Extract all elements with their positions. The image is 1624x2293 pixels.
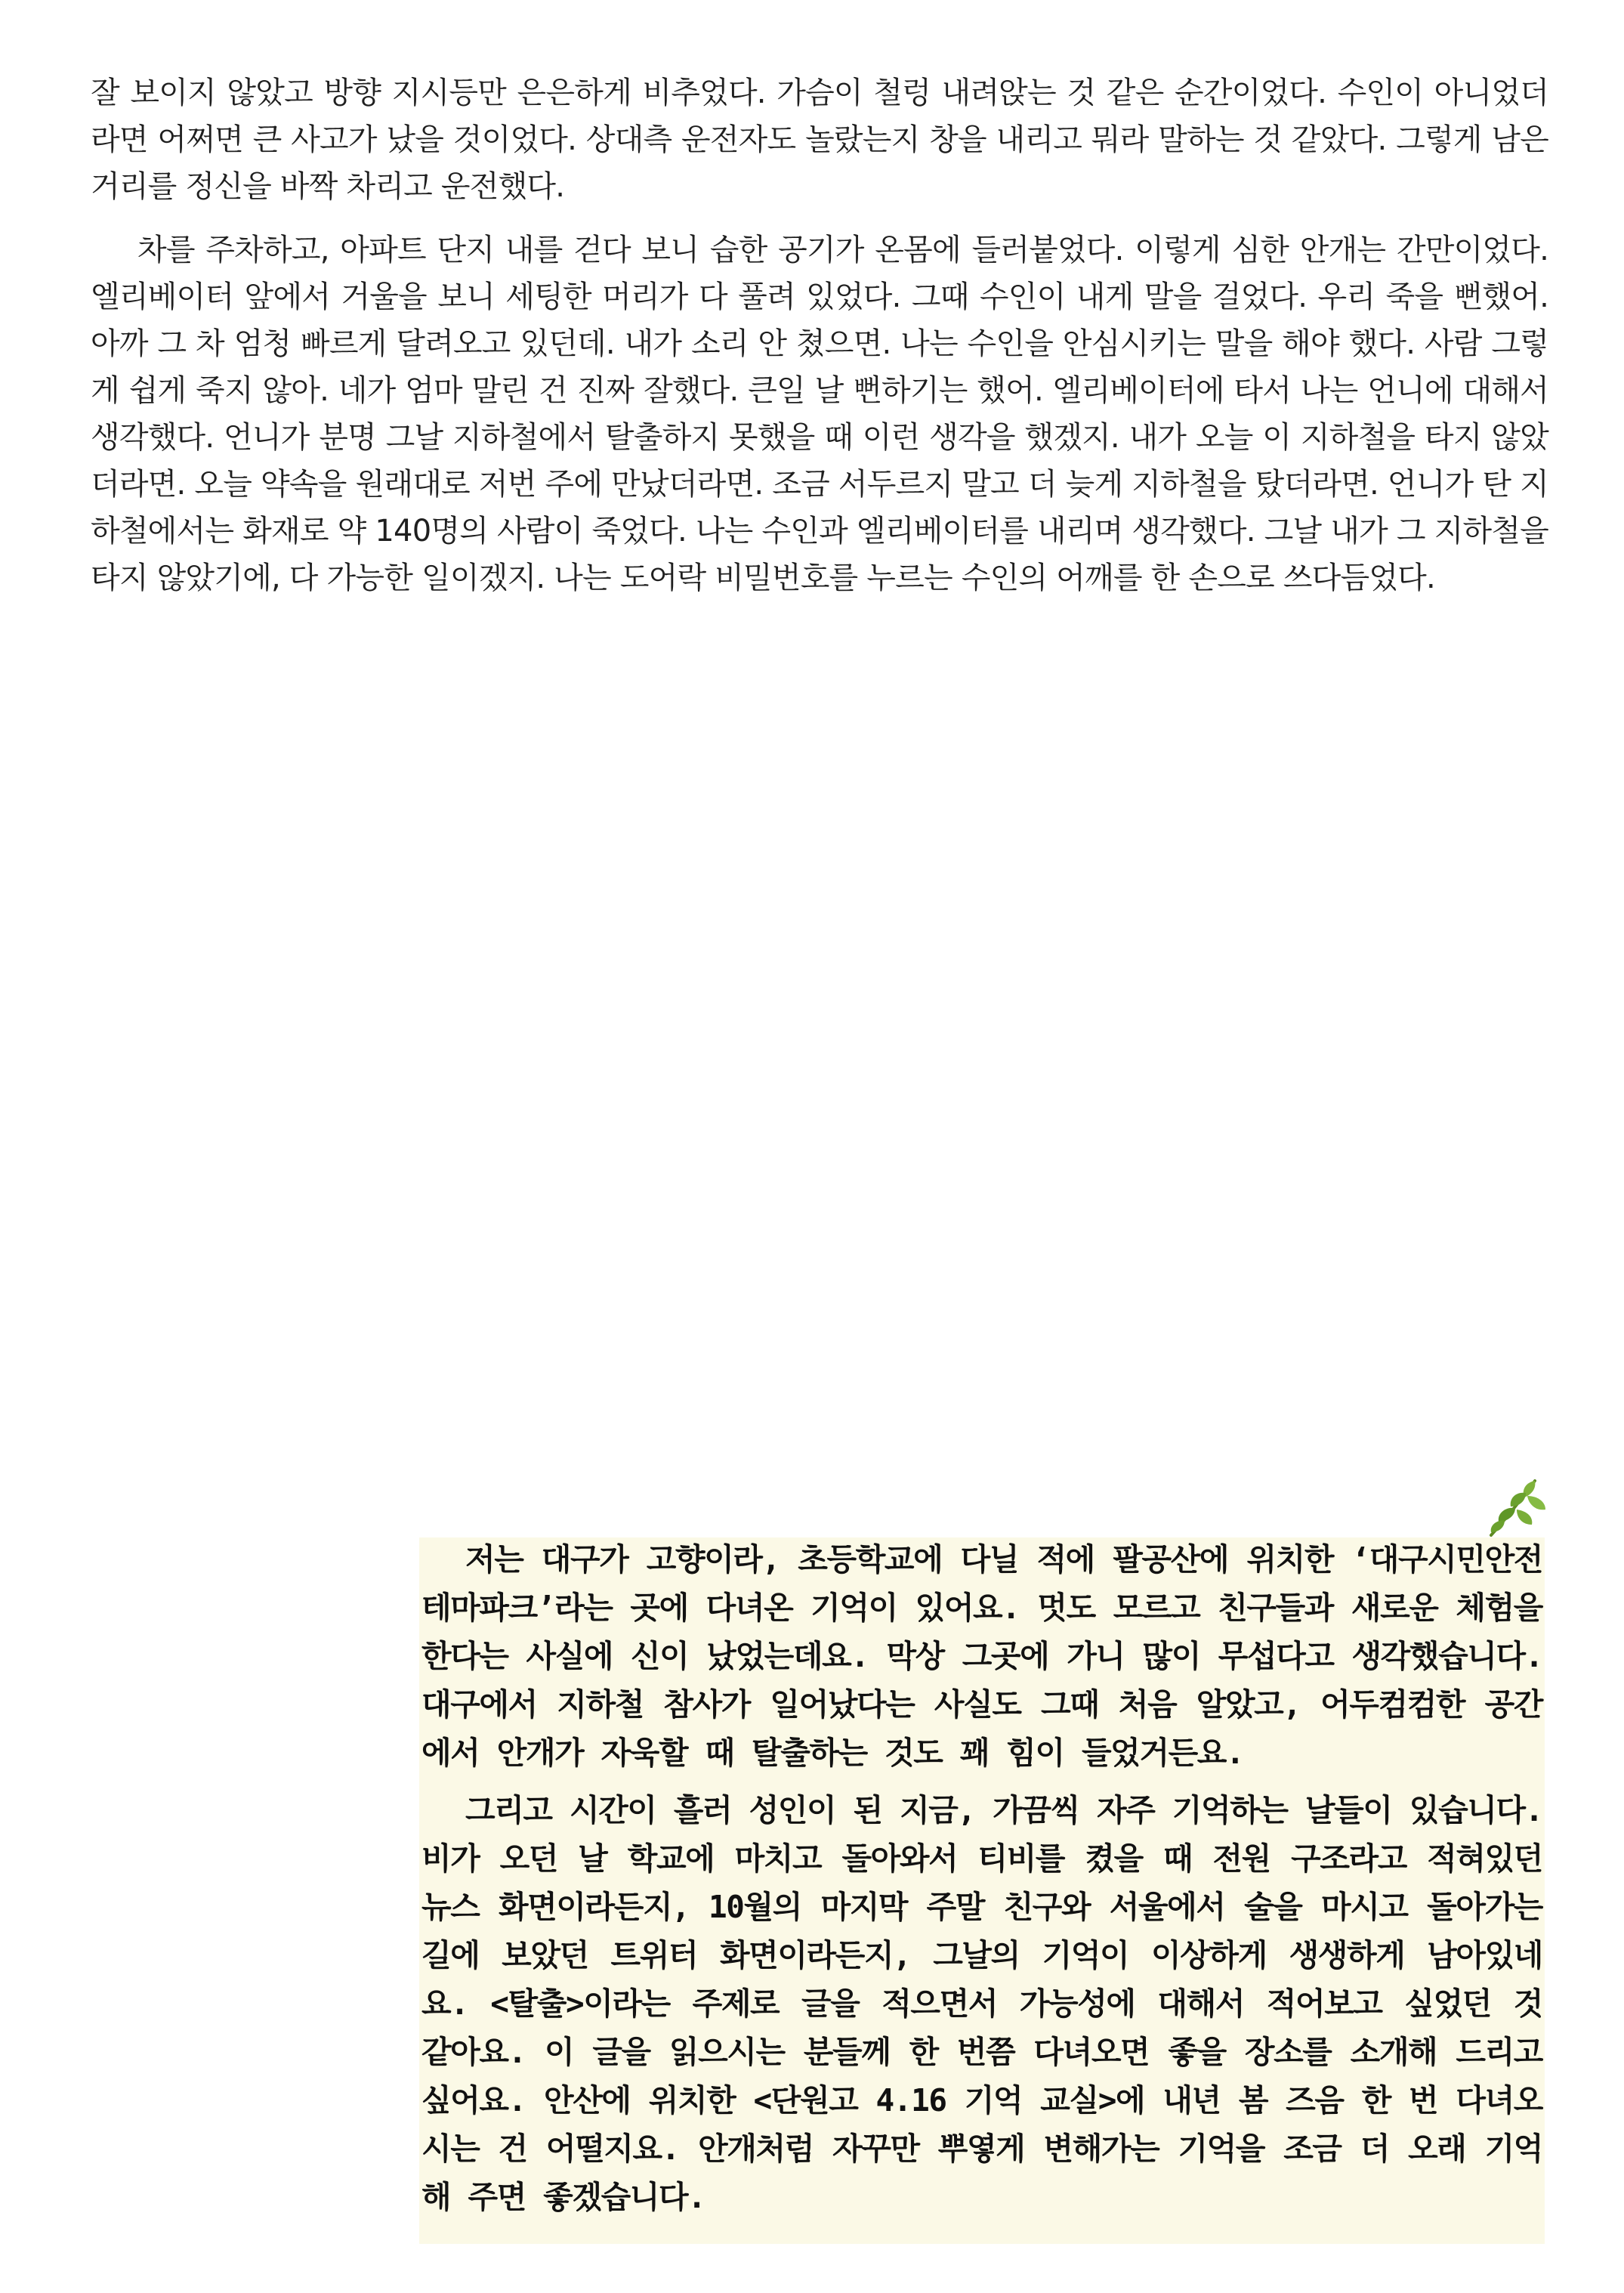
story-body	[91, 70, 1548, 618]
author-note-text	[421, 1535, 1542, 2230]
leaf-sprig-icon	[1482, 1473, 1550, 1541]
story-paragraph-1: 잘 보이지 않았고 방향 지시등만 은은하게 비추었다. 가슴이 철렁 내려앉는 것 같은 순간이었다. 수인이 아니었더라면 어쩌면 큰 사고가 났을 것이었다. 상대측 운전자도 놀랐는지 창을 내리고 뭐라 말하는 것 같았다. 그렇게 남은 거리를 정신을 바짝 차리고 운전했다.	[91, 76, 1548, 204]
story-paragraph-2: 차를 주차하고, 아파트 단지 내를 걷다 보니 습한 공기가 온몸에 들러붙었다. 이렇게 심한 안개는 간만이었다. 엘리베이터 앞에서 거울을 보니 세팅한 머리가 다 풀려 있었다. 그때 수인이 내게 말을 걸었다. 우리 죽을 뻔했어. 아까 그 차 엄청 빠르게 달려오고 있던데. 내가 소리 안 쳤으면. 나는 수인을 안심시키는 말을 해야 했다. 사람 그렇게 쉽게 죽지 않아. 네가 엄마 말린 건 진짜 잘했다. 큰일 날 뻔하기는 했어. 엘리베이터에 타서 나는 언니에 대해서 생각했다. 언니가 분명 그날 지하철에서 탈출하지 못했을 때 이런 생각을 했겠지. 내가 오늘 이 지하철을 타지 않았더라면. 오늘 약속을 원래대로 저번 주에 만났더라면. 조금 서두르지 말고 더 늦게 지하철을 탔더라면. 언니가 탄 지하철에서는 화재로 약 140명의 사람이 죽었다. 나는 수인과 엘리베이터를 내리며 생각했다. 그날 내가 그 지하철을 타지 않았기에, 다 가능한 일이겠지. 나는 도어락 비밀번호를 누르는 수인의 어깨를 한 손으로 쓰다듬었다.	[91, 233, 1548, 595]
note-paragraph-1: 저는 대구가 고향이라, 초등학교에 다닐 적에 팔공산에 위치한 ‘대구시민안전테마파크’라는 곳에 다녀온 기억이 있어요. 멋도 모르고 친구들과 새로운 체험을 한다는 사실에 신이 났었는데요. 막상 그곳에 가니 많이 무섭다고 생각했습니다. 대구에서 지하철 참사가 일어났다는 사실도 그때 처음 알았고, 어두컴컴한 공간에서 안개가 자욱할 때 탈출하는 것도 꽤 힘이 들었거든요.	[421, 1541, 1542, 1771]
note-paragraph-2: 그리고 시간이 흘러 성인이 된 지금, 가끔씩 자주 기억하는 날들이 있습니다. 비가 오던 날 학교에 마치고 돌아와서 티비를 켰을 때 전원 구조라고 적혀있던 뉴스 화면이라든지, 10월의 마지막 주말 친구와 서울에서 술을 마시고 돌아가는 길에 보았던 트위터 화면이라든지, 그날의 기억이 이상하게 생생하게 남아있네요. <탈출>이라는 주제로 글을 적으면서 가능성에 대해서 적어보고 싶었던 것 같아요. 이 글을 읽으시는 분들께 한 번쯤 다녀오면 좋을 장소를 소개해 드리고 싶어요. 안산에 위치한 <단원고 4.16 기억 교실>에 내년 봄 즈음 한 번 다녀오시는 건 어떨지요. 안개처럼 자꾸만 뿌옇게 변해가는 기억을 조금 더 오래 기억해 주면 좋겠습니다.	[421, 1792, 1542, 2215]
